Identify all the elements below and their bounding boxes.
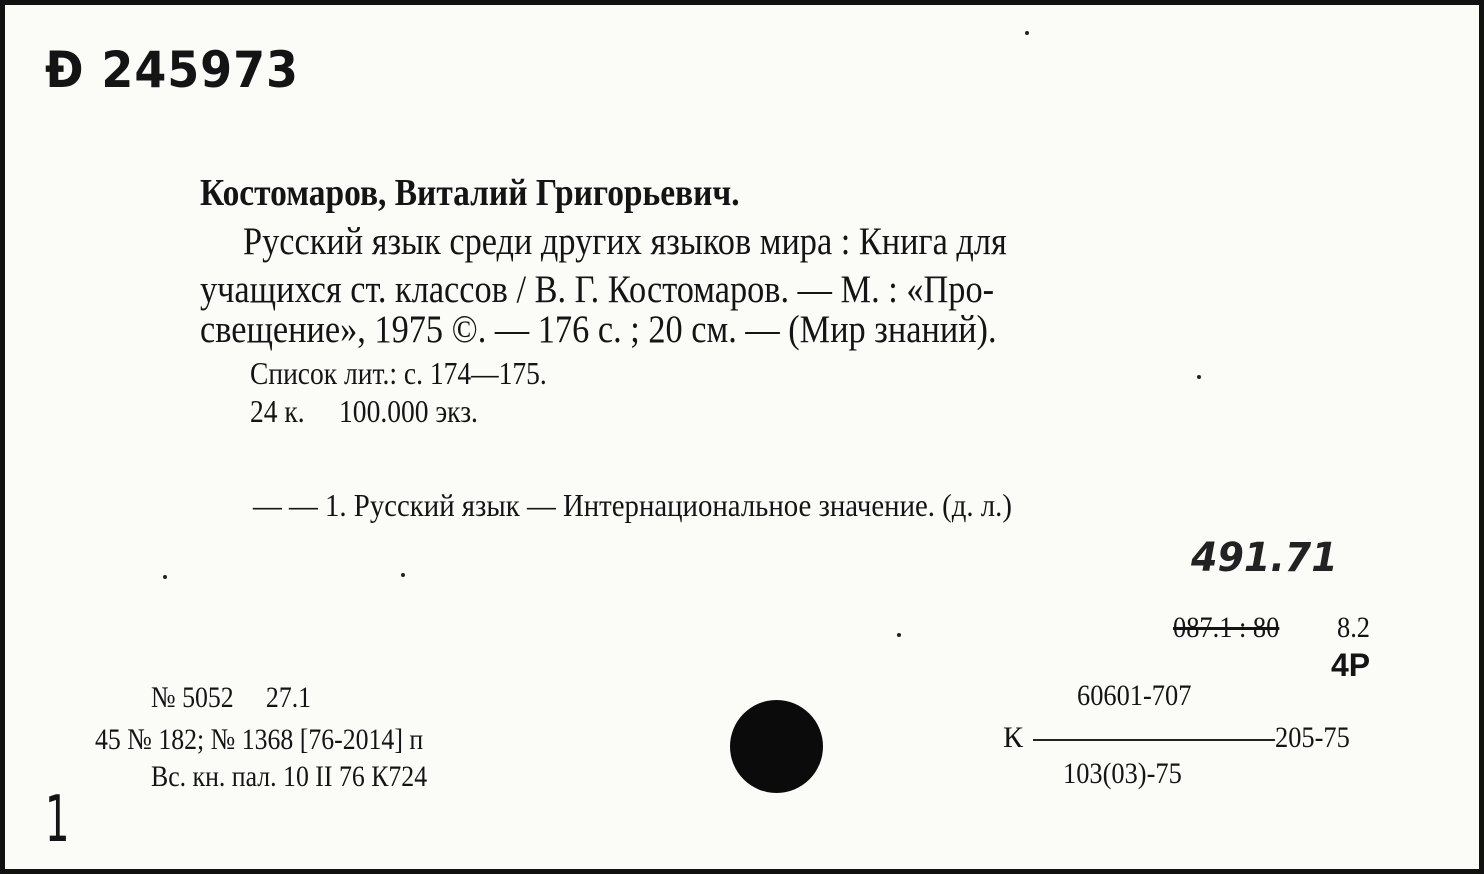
publishing-line-1: № 5052 27.1 [151,681,312,714]
publishing-line-3: Вс. кн. пал. 10 II 76 К724 [151,760,428,793]
price-circulation-note: 24 к. 100.000 экз. [250,393,478,429]
speck [163,575,167,579]
udc-crossed-out: 087.1 : 80 [1173,611,1280,644]
price-code-bottom: 103(03)-75 [1063,757,1182,790]
price-code-right: 205-75 [1275,721,1350,754]
price-code-top: 60601-707 [1077,679,1192,712]
inventory-number: Ð 245973 [45,41,299,99]
description-line-1: Русский язык среди других языков мира : Книга для [243,220,1007,263]
publishing-line-2: 45 № 182; № 1368 [76-2014] п [95,723,424,756]
bibliography-note: Список лит.: с. 174—175. [250,355,547,391]
description-line-3: свещение», 1975 ©. — 176 с. ; 20 см. — (Мир знаний). [200,308,997,351]
udc-index: 8.2 [1337,611,1370,644]
subject-heading: — — 1. Русский язык — Интернациональное значение. (д. л.) [253,487,1012,523]
author-heading: Костомаров, Виталий Григорьевич. [200,172,740,214]
corner-handwritten-mark: 1 [45,783,70,857]
speck [897,633,901,637]
price-code-letter: К [1003,721,1024,754]
speck [401,573,405,577]
speck [1197,375,1201,379]
description-line-2: учащихся ст. классов / В. Г. Костомаров. — М. : «Про- [200,268,995,311]
speck [1025,31,1029,35]
price-code-divider [1033,739,1275,741]
author-mark: 4Р [1331,647,1371,683]
card-punch-hole [730,700,823,793]
handwritten-classification: 491.71 [1191,535,1338,581]
